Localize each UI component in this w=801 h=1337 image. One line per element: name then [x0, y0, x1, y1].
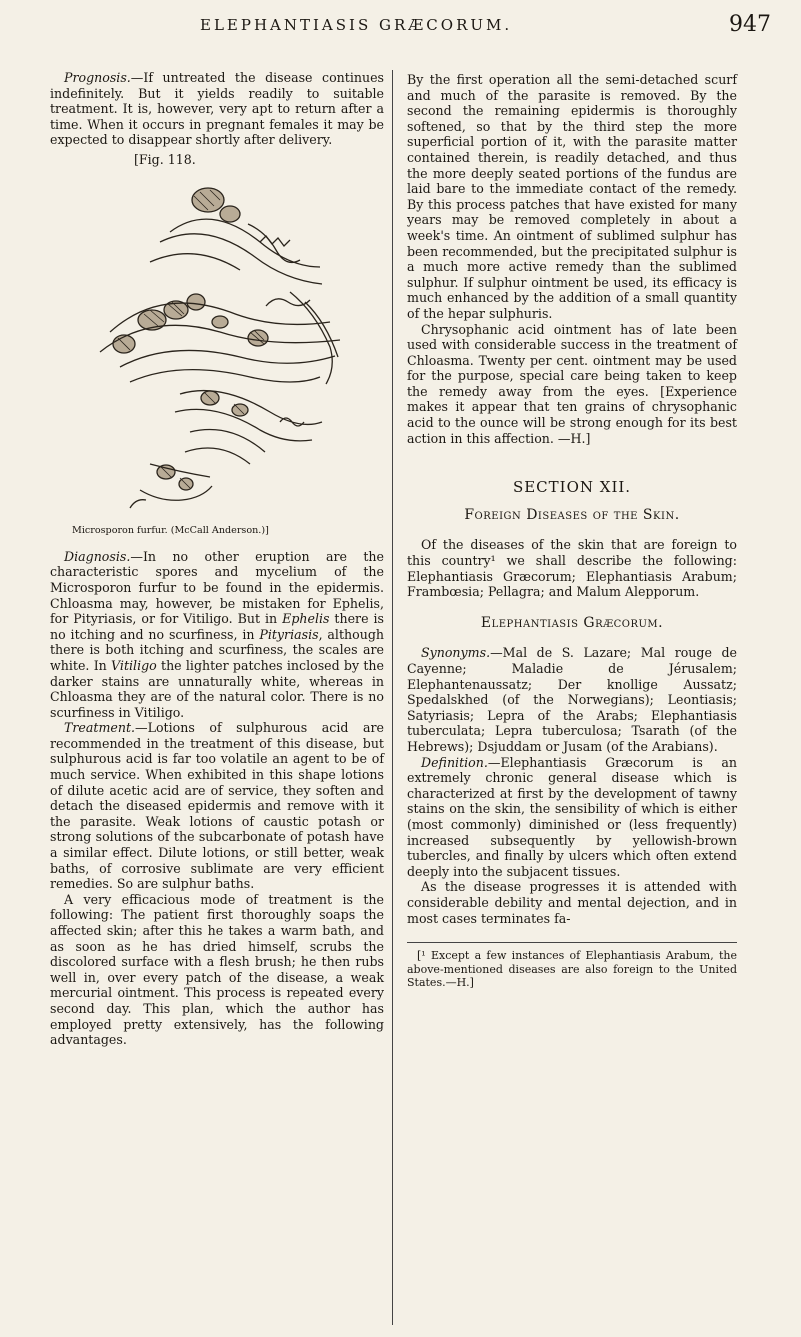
synonyms-paragraph	[407, 645, 737, 754]
section-subtitle: Foreign Diseases of the Skin.	[464, 506, 680, 523]
figure-label: [Fig. 118.	[134, 151, 196, 167]
definition-paragraph	[407, 755, 737, 880]
column-rule	[392, 70, 393, 1325]
synonyms-label: Synonyms.	[421, 645, 491, 661]
diagnosis-label: Diagnosis.	[64, 548, 131, 564]
diagnosis-text-2: there is no itching and no scurfiness, in	[50, 611, 384, 642]
elephantiasis-heading: Elephantiasis Græcorum.	[480, 614, 664, 631]
treatment-paragraph	[50, 720, 384, 892]
treatment-label: Treatment.	[64, 720, 136, 736]
figure-caption: Microsporon furfur. (McCall Anderson.)]	[72, 525, 269, 537]
microsporon-illustration	[90, 172, 352, 518]
running-title: ELEPHANTIASIS GRÆCORUM.	[200, 16, 513, 34]
prognosis-paragraph	[50, 70, 384, 148]
running-head	[0, 12, 801, 42]
diagnosis-paragraph	[50, 549, 384, 721]
synonyms-text: —Mal de S. Lazare; Mal rouge de Cayenne; Maladie de Jérusalem; Elephantenaussatz; Der knollige Aussatz; Spedalskhed (of the Norwegians); Leontiasis; Satyriasis; Lepra of the Arabs; Elephantiasis tuberculata; Lepra tuberculosa; Tsarath (of the Hebrews); Dsjuddam or Jusam (of the Arabians).	[407, 645, 737, 754]
definition-text: —Elephantiasis Græcorum is an extremely chronic general disease which is characterized at first by the development of tawny stains on the skin, the sensibility of which is either (most commonly) diminished or (less frequently) increased subsequently by yellowish-brown tubercles, and finally by ulcers which often extend deeply into the subjacent tissues.	[407, 754, 737, 879]
diagnosis-text-4: the lighter patches inclosed by the darker stains are unnaturally white, whereas in Chloasma they are of the natural color. There is no scurfiness in Vitiligo.	[50, 657, 384, 720]
diagnosis-vitiligo: Vitiligo	[111, 657, 157, 673]
section-title: SECTION XII.	[512, 478, 632, 497]
left-column	[50, 70, 384, 1048]
treatment-text: —Lotions of sulphurous acid are recommended in the treatment of this disease, but sulphurous acid is far too volatile an agent to be of much service. When exhibited in this shape lotions of dilute acetic acid are of service, they soften and detach the diseased epidermis and remove with it the parasite. Weak lotions of caustic potash or strong solutions of the subcarbonate of potash have a similar effect. Dilute lotions, or still better, weak baths, of corrosive sublimate are very efficient remedies. So are sulphur baths.	[50, 720, 384, 892]
definition-label: Definition.	[421, 754, 488, 770]
diagnosis-ephelis: Ephelis	[282, 611, 330, 627]
diagnosis-text-3: , although there is both itching and scurfiness, the scales are white. In	[50, 626, 384, 673]
continuation-paragraph: By the first operation all the semi-detached scurf and much of the parasite is removed. By the second the remaining epidermis is thoroughly softened, so that by the third step the more superficial portion of it, with the parasite matter contained therein, is readily detached, and thus the more deeply seated portions of the fundus are laid bare to the immediate contact of the remedy. By this process patches that have existed for many years may be removed completely in about a week's time. An ointment of sublimed sulphur has been recommended, but the precipitated sulphur is a much more active remedy than the sublimed sulphur. If sulphur ointment be used, its efficacy is much enhanced by the addition of a small quantity of the hepar sulphuris.	[407, 72, 737, 321]
prognosis-label: Prognosis.	[64, 70, 131, 85]
diagnosis-pityriasis: Pityriasis	[259, 626, 319, 642]
foreign-paragraph: Of the diseases of the skin that are foreign to this country¹ we shall describe the following: Elephantiasis Græcorum; Elephantiasis Arabum; Frambœsia; Pellagra; and Malum Alepporum.	[407, 537, 737, 600]
mode-paragraph: A very efficacious mode of treatment is the following: The patient first thoroughly soaps the affected skin; after this he takes a warm bath, and as soon as he has dried himself, scrubs the discolored surface with a flesh brush; he then rubs well in, over every patch of the disease, a weak mercurial ointment. This process is repeated every second day. This plan, which the author has employed pretty extensively, has the following advantages.	[50, 891, 384, 1048]
progress-paragraph: As the disease progresses it is attended with considerable debility and mental dejection, and in most cases terminates fa-	[407, 879, 737, 926]
prognosis-text: —If untreated the disease continues indefinitely. But it yields readily to suitable treatment. It is, however, very apt to return after a time. When it occurs in pregnant females it may be expected to disappear shortly after delivery.	[50, 70, 384, 148]
footnote: [¹ Except a few instances of Elephantiasis Arabum, the above-mentioned diseases are also foreign to the United States.—H.]	[407, 942, 737, 990]
diagnosis-text: —In no other eruption are the characteristic spores and mycelium of the Microsporon furfur to be found in the epidermis. Chloasma may, however, be mistaken for Ephelis, for Pityriasis, or for Vitiligo. But in	[50, 548, 384, 627]
right-column	[407, 72, 737, 990]
chrysophanic-paragraph: Chrysophanic acid ointment has of late been used with considerable success in the treatment of Chloasma. Twenty per cent. ointment may be used for the purpose, special care being taken to keep the remedy away from the eyes. [Experience makes it appear that ten grains of chrysophanic acid to the ounce will be strong enough for its best action in this affection. —H.]	[407, 321, 737, 446]
page-number: 947	[729, 12, 771, 37]
